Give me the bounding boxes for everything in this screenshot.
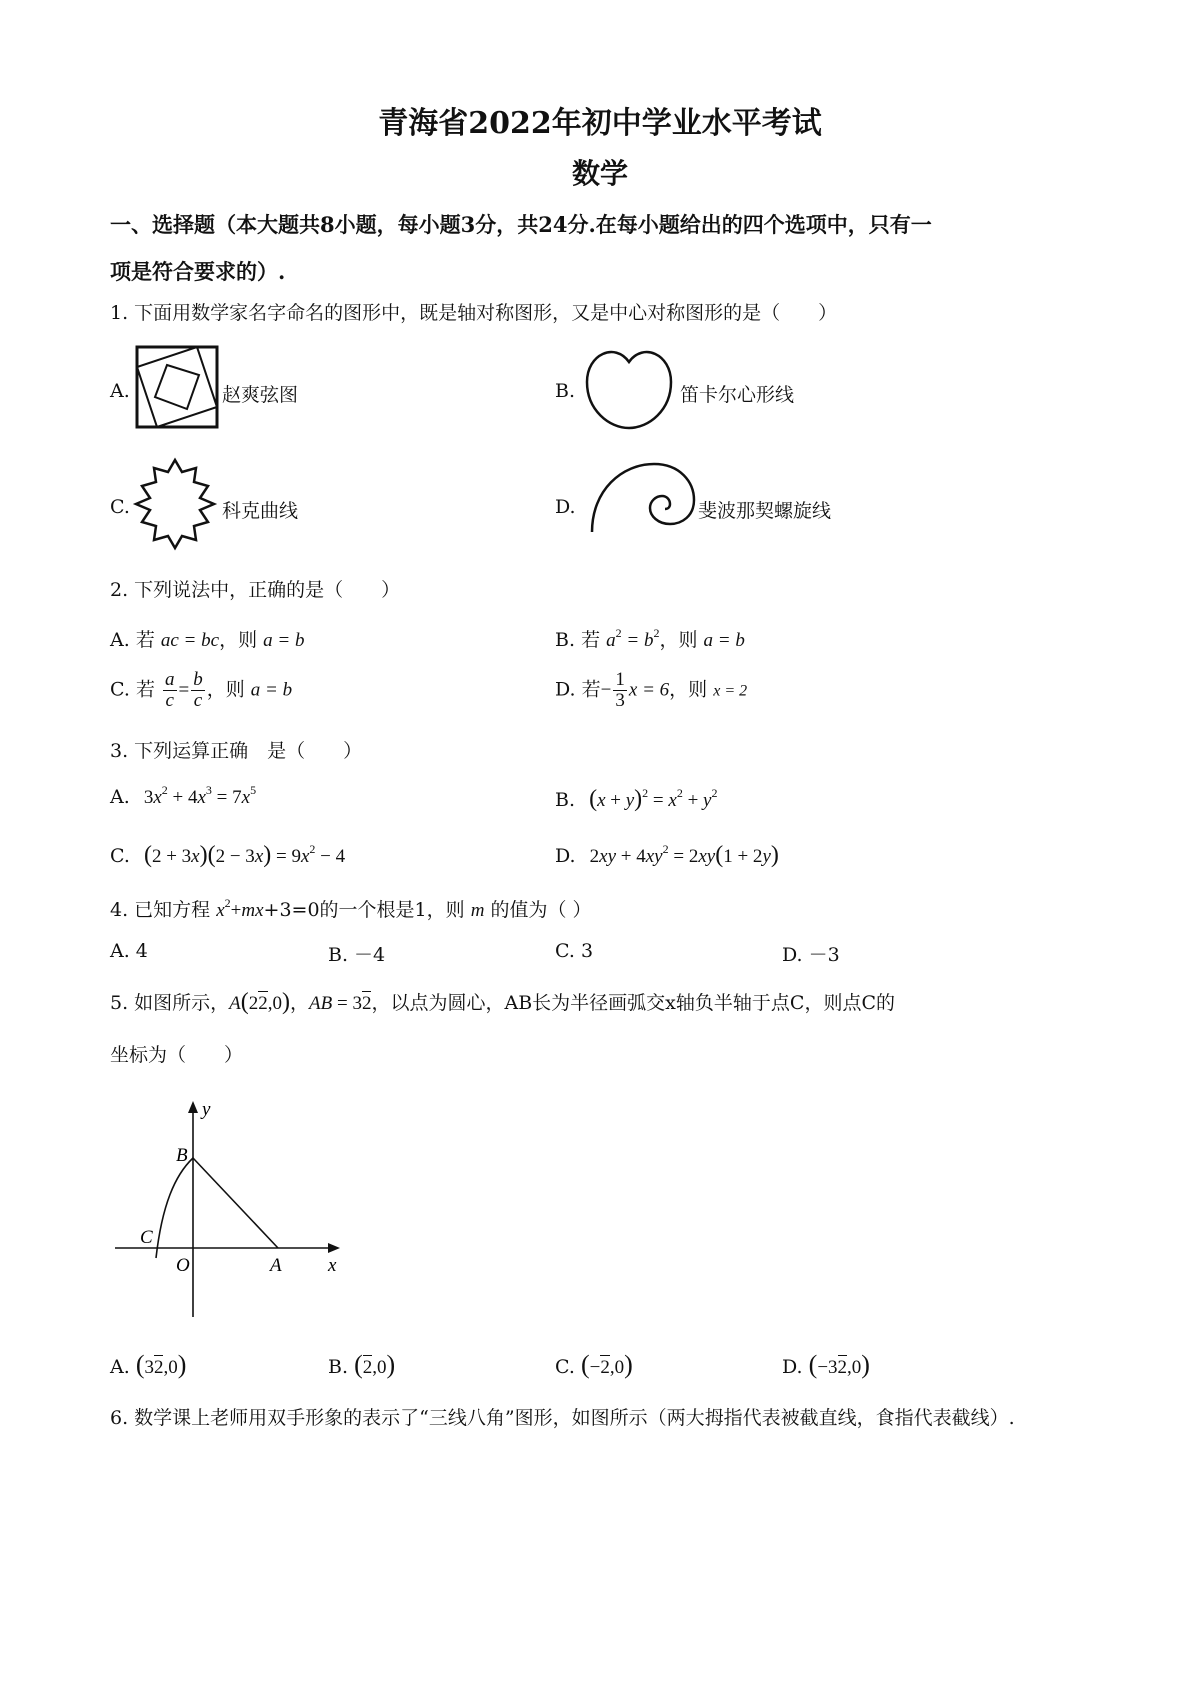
q2-d-expr: x = 6 xyxy=(628,679,670,701)
point-c-label: C xyxy=(140,1227,153,1248)
coordinate-figure xyxy=(110,1095,350,1325)
q5-option-d: D. (−32,0) xyxy=(782,1350,870,1379)
q2-c-fraction-2: $\frac{b}{c}$ xyxy=(193,669,203,711)
q4-option-a: A. 4 xyxy=(110,940,148,962)
q2-a-res: a = b xyxy=(263,630,305,651)
q1-option-b-letter: B. xyxy=(555,380,576,402)
q2-a-letter: A. xyxy=(110,629,130,651)
cardioid-icon xyxy=(585,348,673,430)
q3-d-letter: D. xyxy=(555,845,576,867)
question-6-stem: 6. 数学课上老师用双手形象的表示了“三线八角”图形，如图所示（两大拇指代表被截直线，食指代表截线）. xyxy=(110,1407,1015,1429)
question-3-stem: 3. 下列运算正确 是（ ） xyxy=(110,740,363,762)
point-b-label: B xyxy=(176,1145,188,1166)
q2-d-fraction: $\frac{1}{3}$ xyxy=(615,669,625,711)
q3-a-expr: $3x^2 + 4x^3 = 7x^5$ xyxy=(143,783,257,808)
q4-equation: $x^2+mx$ xyxy=(216,896,264,921)
q2-c-letter: C. xyxy=(110,678,130,701)
q2-d-res: x = 2 xyxy=(713,682,748,700)
q2-d-pre: 若 xyxy=(581,678,601,701)
question-4-stem: 4. 已知方程 $x^2+mx+3=0$的一个根是1，则 m 的值为（ ） xyxy=(110,896,592,921)
q1-option-a-letter: A. xyxy=(110,380,130,402)
zhaoshuang-diagram-icon xyxy=(135,345,219,429)
q3-d-expr: $2xy + 4xy^2 = 2xy(1 + 2y)$ xyxy=(589,842,779,868)
q3-option-c xyxy=(110,842,345,869)
q2-c-fraction-1: $\frac{a}{c}$ xyxy=(165,669,175,711)
q2-d-mid: ，则 xyxy=(669,678,708,701)
question-1-stem: 1. 下面用数学家名字命名的图形中，既是轴对称图形，又是中心对称图形的是（ ） xyxy=(110,302,838,324)
q2-c-mid: ，则 xyxy=(206,678,245,701)
q3-option-d xyxy=(555,842,779,869)
q2-b-res: a = b xyxy=(703,630,745,651)
q4-option-d: D. －3 xyxy=(782,944,840,966)
section-header-line2: 项是符合要求的）. xyxy=(110,259,286,284)
q1-option-a-label: 赵爽弦图 xyxy=(222,384,299,406)
q2-option-a xyxy=(110,625,304,652)
q2-b-expr: $a^2 = b^2$ xyxy=(606,626,660,651)
q3-b-expr: $(x + y)^2 = x^2 + y^2$ xyxy=(589,786,718,812)
q1-option-b-label: 笛卡尔心形线 xyxy=(680,384,795,406)
q2-a-expr: ac = bc xyxy=(160,630,220,651)
y-axis-label: y xyxy=(202,1099,211,1120)
q3-a-letter: A. xyxy=(110,786,130,808)
q5-ab-length: AB = 32 xyxy=(309,993,372,1014)
subject-title: 数学 xyxy=(571,157,628,190)
exam-title: 青海省2022年初中学业水平考试 xyxy=(378,106,822,141)
q5-option-c: C. (−2,0) xyxy=(555,1350,633,1379)
q3-c-expr: $(2 + 3x)(2 - 3x) = 9x^2 - 4$ xyxy=(143,842,346,868)
q2-a-pre: 若 xyxy=(135,629,155,651)
q1-option-d-letter: D. xyxy=(555,496,576,518)
q5-option-b: B. (2,0) xyxy=(328,1350,396,1379)
q2-b-pre: 若 xyxy=(581,629,601,651)
q2-option-d: D. 若− $\frac{1}{3}$ x = 6，则 x = 2 xyxy=(555,669,748,711)
origin-label: O xyxy=(176,1255,190,1276)
q4-option-c: C. 3 xyxy=(555,940,594,962)
section-header-line1: 一、选择题（本大题共8小题，每小题3分，共24分.在每小题给出的四个选项中，只有一 xyxy=(110,212,932,237)
q3-option-a xyxy=(110,783,257,809)
q2-option-c: C. 若 $\frac{a}{c}$ = $\frac{b}{c}$ ，则 a = b xyxy=(110,669,293,711)
q3-option-b xyxy=(555,786,717,813)
q5-point-a: A(22,0) xyxy=(229,989,291,1015)
q2-c-pre: 若 xyxy=(135,678,155,701)
question-5-stem-line2: 坐标为（ ） xyxy=(110,1044,244,1066)
q2-b-letter: B. xyxy=(555,629,576,651)
q2-d-letter: D. xyxy=(555,678,576,701)
q1-option-c-letter: C. xyxy=(110,496,130,518)
q2-c-res: a = b xyxy=(250,679,293,701)
koch-snowflake-icon xyxy=(130,458,220,550)
q5-option-a: A. (32,0) xyxy=(110,1350,187,1379)
fibonacci-spiral-icon xyxy=(588,460,698,534)
q2-option-b xyxy=(555,625,745,652)
q3-b-letter: B. xyxy=(555,789,576,811)
q3-c-letter: C. xyxy=(110,845,130,867)
q1-option-c-label: 科克曲线 xyxy=(222,500,299,522)
question-2-stem: 2. 下列说法中，正确的是（ ） xyxy=(110,579,401,601)
question-5-stem-line1: 5. 如图所示，A(22,0)，AB = 32，以点为圆心，AB长为半径画弧交x轴负半轴于点C，则点C的 xyxy=(110,989,895,1015)
q2-a-mid: ，则 xyxy=(219,629,258,651)
x-axis-label: x xyxy=(328,1255,337,1276)
q4-option-b: B. －4 xyxy=(328,944,386,966)
q2-b-mid: ，则 xyxy=(659,629,698,651)
q1-option-d-label: 斐波那契螺旋线 xyxy=(698,500,832,522)
point-a-label: A xyxy=(270,1255,282,1276)
